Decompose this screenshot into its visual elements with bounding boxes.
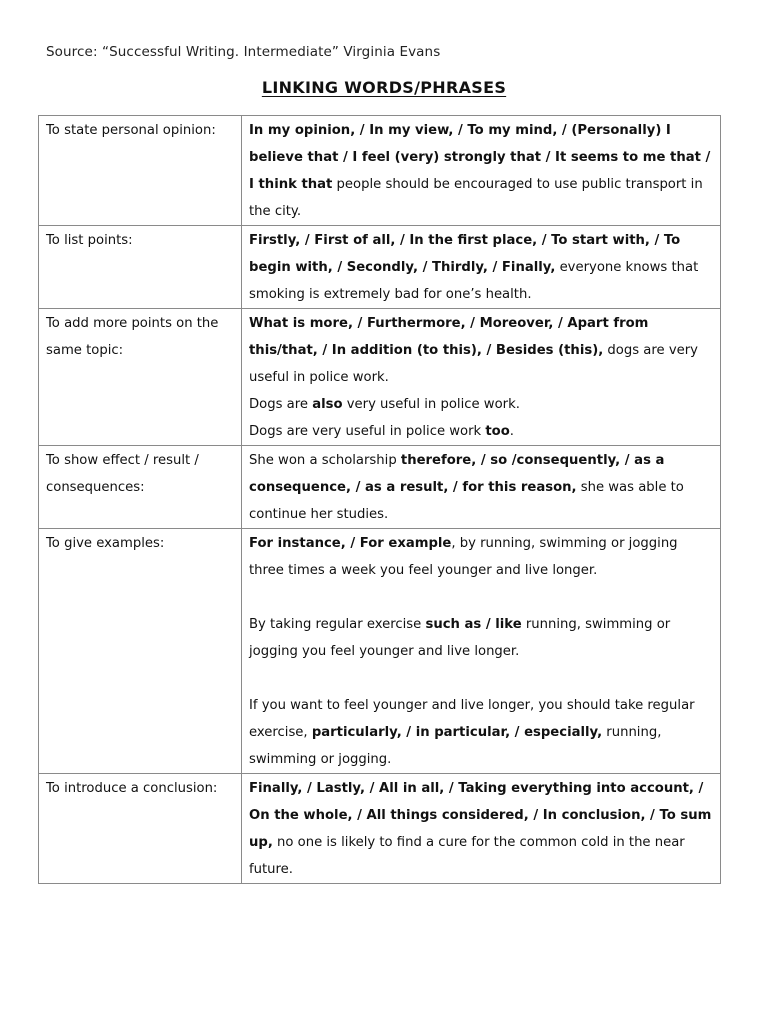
content-paragraph xyxy=(249,611,713,665)
row-label: To give examples: xyxy=(39,529,242,774)
example-text: dogs are very useful in police work. xyxy=(249,343,698,385)
content-paragraph xyxy=(249,665,713,692)
example-text: She won a scholarship xyxy=(249,453,401,468)
table-body xyxy=(39,116,721,884)
example-text: she was able to continue her studies. xyxy=(249,480,684,522)
linking-phrase: particularly, / in particular, / especially, xyxy=(311,725,603,740)
content-paragraph xyxy=(249,447,713,528)
content-paragraph xyxy=(249,692,713,773)
row-content xyxy=(242,446,721,529)
row-content xyxy=(242,774,721,884)
example-text: . xyxy=(509,424,514,439)
linking-phrase: What is more, / Furthermore, / Moreover, / Apart from this/that, / In addition (to this), / Besides (this), xyxy=(249,316,649,358)
linking-phrase: For instance, / For example xyxy=(249,536,452,551)
table-row xyxy=(39,529,721,774)
content-paragraph xyxy=(249,530,713,584)
example-text: Dogs are xyxy=(249,397,313,412)
row-content xyxy=(242,529,721,774)
linking-words-table xyxy=(38,115,721,884)
source-line: Source: “Successful Writing. Intermediate” Virginia Evans xyxy=(46,44,441,60)
linking-phrase: In my opinion, / In my view, / To my mind, / (Personally) I believe that / I feel (very) strongly that / It seems to me that / I think that xyxy=(249,123,711,192)
example-text: If you want to feel younger and live longer, you should take regular exercise, xyxy=(249,698,695,740)
content-paragraph xyxy=(249,584,713,611)
example-text: By taking regular exercise xyxy=(249,617,426,632)
row-content xyxy=(242,116,721,226)
row-label: To introduce a conclusion: xyxy=(39,774,242,884)
row-label: To show effect / result / consequences: xyxy=(39,446,242,529)
example-text: , by running, swimming or jogging three times a week you feel younger and live longer. xyxy=(249,536,678,578)
table-row xyxy=(39,116,721,226)
row-label: To state personal opinion: xyxy=(39,116,242,226)
row-content xyxy=(242,226,721,309)
linking-phrase: Finally, / Lastly, / All in all, / Taking everything into account, / On the whole, / All things considered, / In conclusion, / To sum up, xyxy=(249,781,712,850)
example-text: no one is likely to find a cure for the common cold in the near future. xyxy=(249,835,685,877)
row-label: To list points: xyxy=(39,226,242,309)
row-label: To add more points on the same topic: xyxy=(39,309,242,446)
linking-phrase: too xyxy=(485,424,510,439)
content-paragraph xyxy=(249,775,713,883)
linking-phrase: therefore, / so /consequently, / as a consequence, / as a result, / for this reason, xyxy=(249,453,665,495)
content-paragraph xyxy=(249,117,713,225)
example-text: running, swimming or jogging you feel younger and live longer. xyxy=(249,617,671,659)
example-text: people should be encouraged to use public transport in the city. xyxy=(249,177,703,219)
example-text: very useful in police work. xyxy=(342,397,520,412)
page-title: LINKING WORDS/PHRASES xyxy=(261,78,507,97)
linking-phrase: such as / like xyxy=(425,617,522,632)
row-content xyxy=(242,309,721,446)
table-row xyxy=(39,774,721,884)
table-row xyxy=(39,446,721,529)
content-paragraph xyxy=(249,310,713,391)
example-text: running, swimming or jogging. xyxy=(249,725,662,767)
linking-phrase: Firstly, / First of all, / In the first place, / To start with, / To begin with, / Secondly, / Thirdly, / Finally, xyxy=(249,233,681,275)
content-paragraph xyxy=(249,391,713,418)
example-text: everyone knows that smoking is extremely bad for one’s health. xyxy=(249,260,699,302)
content-paragraph xyxy=(249,227,713,308)
table-row xyxy=(39,309,721,446)
linking-phrase: also xyxy=(312,397,343,412)
content-paragraph xyxy=(249,418,713,445)
example-text: Dogs are very useful in police work xyxy=(249,424,486,439)
table-row xyxy=(39,226,721,309)
